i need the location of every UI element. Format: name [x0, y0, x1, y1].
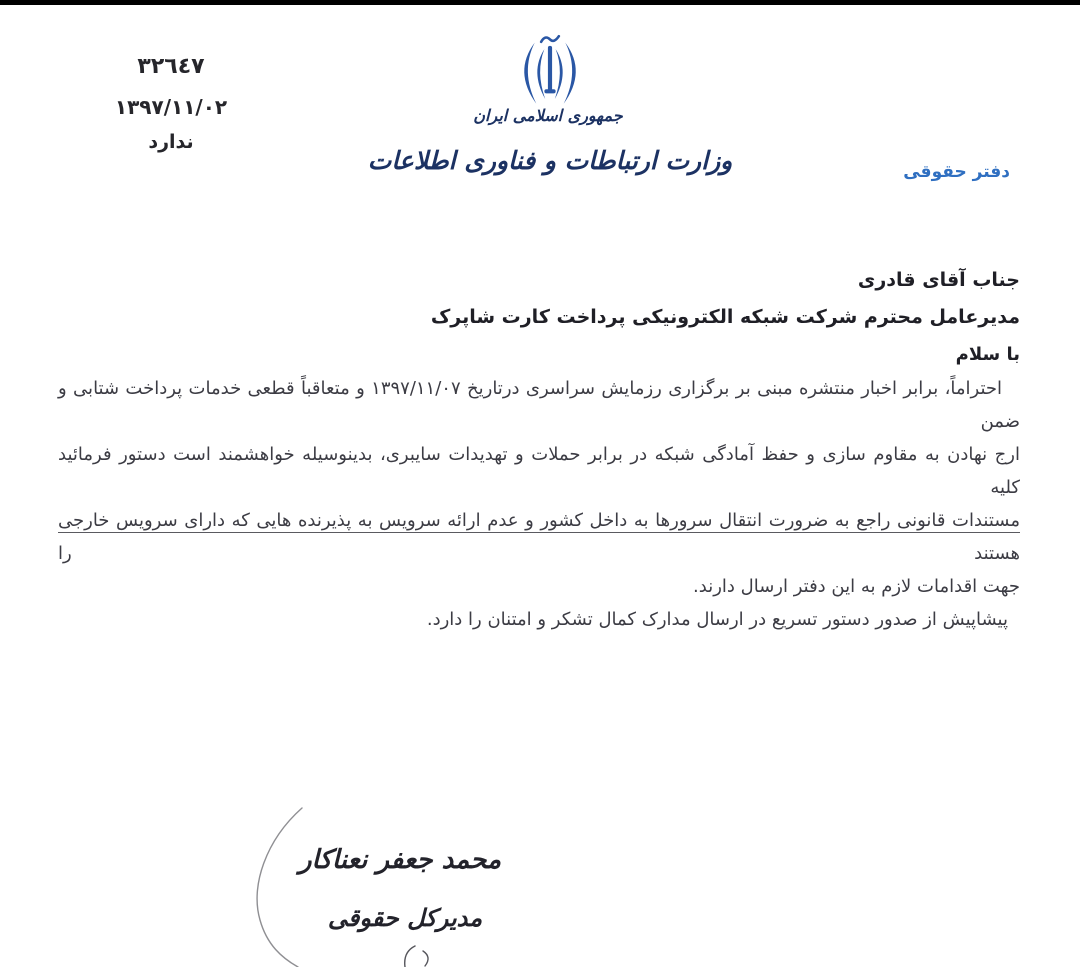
letter-number: ٣٢٦٤٧ — [137, 54, 205, 79]
country-name: جمهوری اسلامی ایران — [473, 106, 623, 125]
letter-body — [58, 372, 1020, 636]
body-line-1: احتراماً، برابر اخبار منتشره مبنی بر برگزاری رزمایش سراسری درتاریخ ١٣٩٧/١١/٠٧ و متعاقباً قطعی خدمات پرداخت شتابی و ضمن — [58, 378, 1020, 432]
recipient-title: مدیرعامل محترم شرکت شبکه الکترونیکی پرداخت کارت شاپرک — [430, 306, 1020, 328]
closing-line: پیشاپیش از صدور دستور تسریع در ارسال مدارک کمال تشکر و امتنان را دارد. — [426, 609, 1008, 630]
signatory-title: مدیرکل حقوقی — [327, 903, 483, 932]
salutation: با سلام — [955, 344, 1020, 365]
letter-attachment: ندارد — [148, 131, 194, 153]
recipient-block — [60, 262, 1020, 373]
department-label: دفتر حقوقی — [903, 162, 1010, 182]
letter-date: ١٣٩٧/١١/٠٢ — [114, 95, 228, 119]
iran-emblem-icon — [506, 33, 594, 107]
scan-edge-bar — [0, 0, 1080, 5]
signature-flourish — [385, 944, 435, 967]
body-line-4: جهت اقدامات لازم به این دفتر ارسال دارند. — [693, 576, 1020, 597]
body-line-3-plain: هستند را — [58, 543, 1020, 564]
body-line-2: ارج نهادن به مقاوم سازی و حفظ آمادگی شبکه در برابر حملات و تهدیدات سایبری، بدینوسیله خواهشمند است دستور فرمائید کلیه — [58, 444, 1020, 498]
recipient-name: جناب آقای قادری — [857, 269, 1020, 291]
body-line-3 — [58, 504, 1020, 570]
ministry-name: وزارت ارتباطات و فناوری اطلاعات — [367, 146, 733, 175]
signature-stroke — [238, 800, 328, 967]
body-line-3-underlined: مستندات قانونی راجع به ضرورت انتقال سرورها به داخل کشور و عدم ارائه سرویس به پذیرنده هایی که دارای سرویس خارجی — [58, 510, 1020, 531]
reference-block — [96, 54, 246, 153]
signatory-name: محمد جعفر نعناکار — [298, 845, 501, 875]
